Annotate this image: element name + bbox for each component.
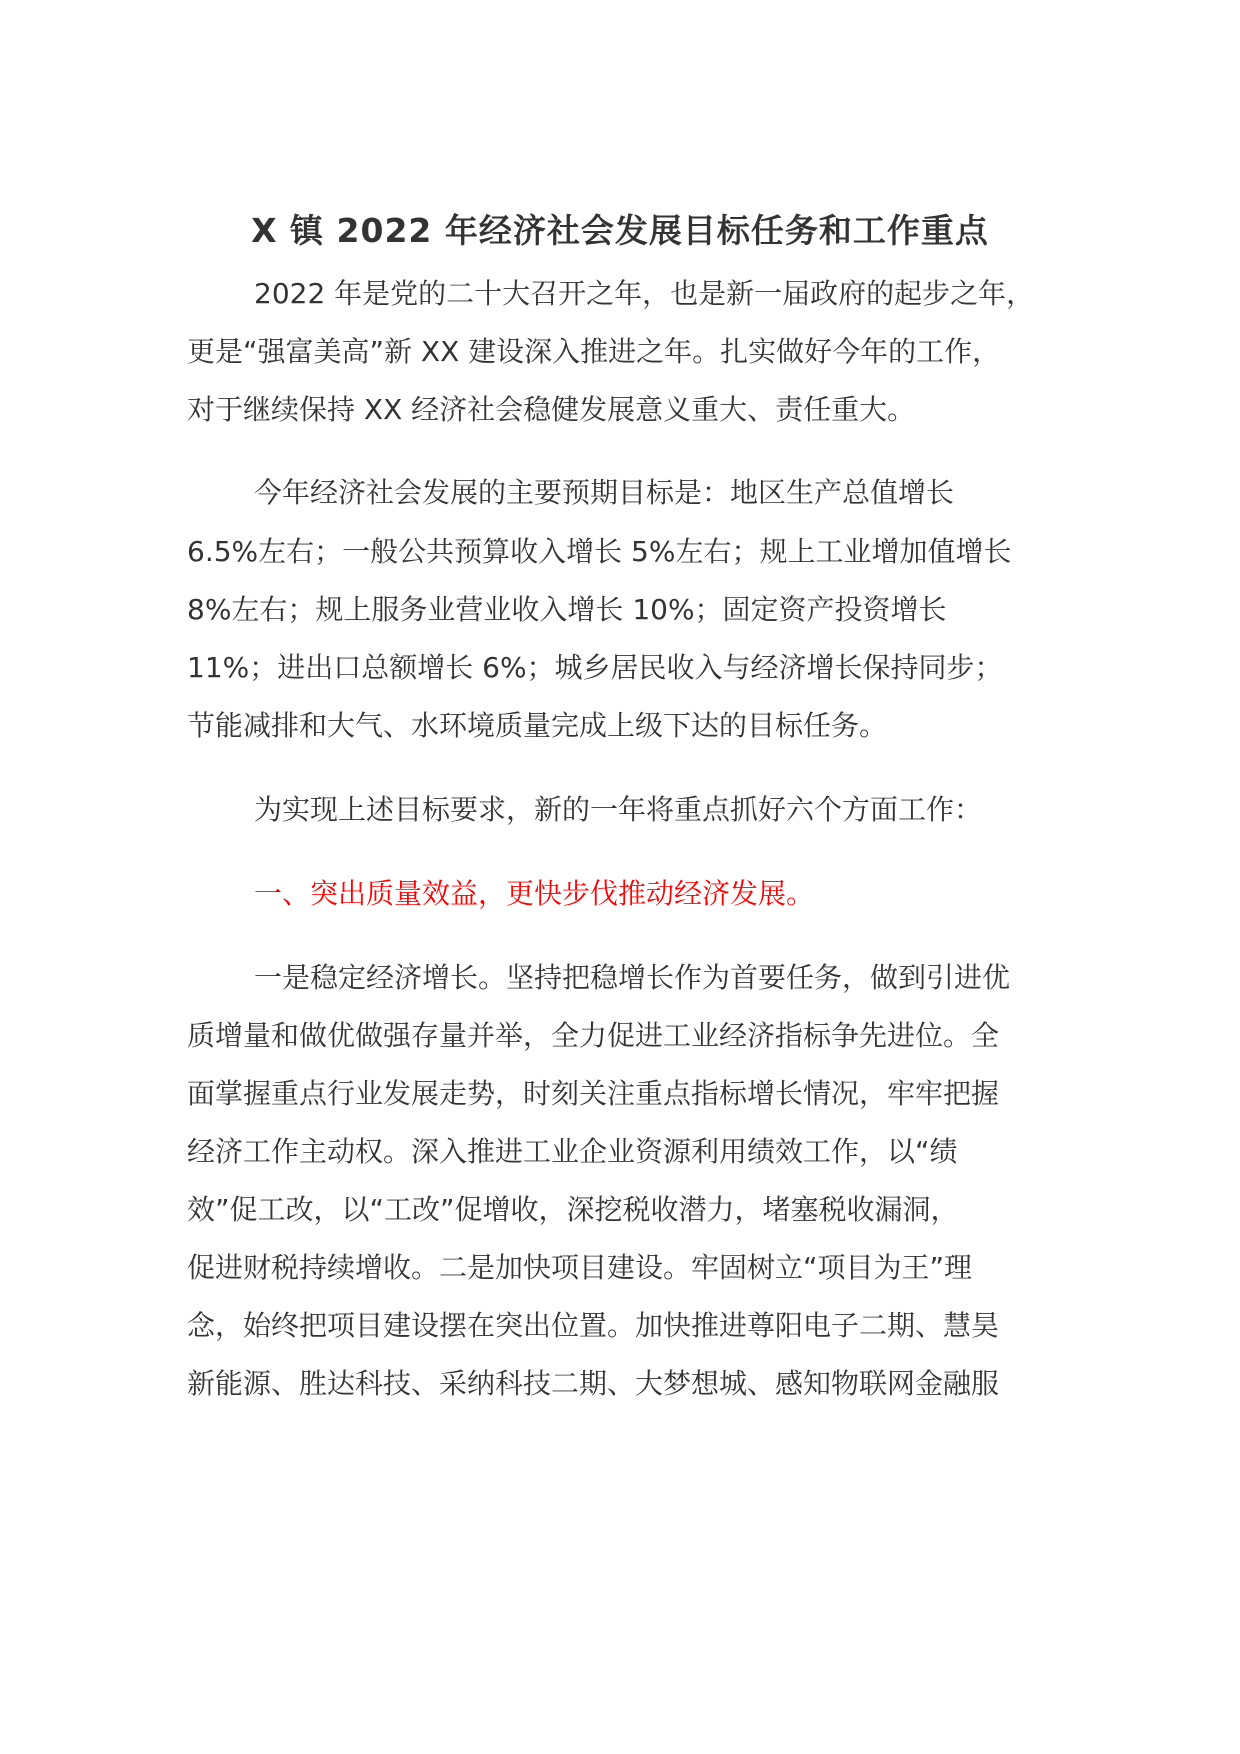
section-heading: 一、突出质量效益，更快步伐推动经济发展。 (254, 877, 815, 910)
text-line: 新能源、胜达科技、采纳科技二期、大梦想城、感知物联网金融服 (187, 1367, 1000, 1400)
text-line: 一是稳定经济增长。坚持把稳增长作为首要任务，做到引进优 (254, 961, 1011, 994)
text-line: 6.5%左右；一般公共预算收入增长 5%左右；规上工业增加值增长 (187, 535, 1012, 568)
text-line: 11%；进出口总额增长 6%；城乡居民收入与经济增长保持同步； (187, 651, 1003, 684)
text-line: 质增量和做优做强存量并举，全力促进工业经济指标争先进位。全 (187, 1019, 1000, 1052)
text-line: 8%左右；规上服务业营业收入增长 10%；固定资产投资增长 (187, 593, 947, 626)
text-line: 效”促工改，以“工改”促增收，深挖税收潜力，堵塞税收漏洞， (187, 1193, 959, 1226)
document-title: X 镇 2022 年经济社会发展目标任务和工作重点 (251, 211, 989, 250)
text-line: 更是“强富美高”新 XX 建设深入推进之年。扎实做好今年的工作， (187, 335, 1001, 368)
text-line: 节能减排和大气、水环境质量完成上级下达的目标任务。 (187, 709, 888, 742)
text-line: 念，始终把项目建设摆在突出位置。加快推进尊阳电子二期、慧昊 (187, 1309, 1000, 1342)
text-line: 经济工作主动权。深入推进工业企业资源利用绩效工作，以“绩 (187, 1135, 958, 1168)
text-line: 对于继续保持 XX 经济社会稳健发展意义重大、责任重大。 (187, 393, 916, 426)
text-line: 为实现上述目标要求，新的一年将重点抓好六个方面工作： (254, 793, 983, 826)
text-line: 面掌握重点行业发展走势，时刻关注重点指标增长情况，牢牢把握 (187, 1077, 1000, 1110)
text-line: 促进财税持续增收。二是加快项目建设。牢固树立“项目为王”理 (187, 1251, 973, 1284)
text-line: 2022 年是党的二十大召开之年，也是新一届政府的起步之年， (254, 277, 1035, 310)
text-line: 今年经济社会发展的主要预期目标是：地区生产总值增长 (254, 476, 955, 509)
